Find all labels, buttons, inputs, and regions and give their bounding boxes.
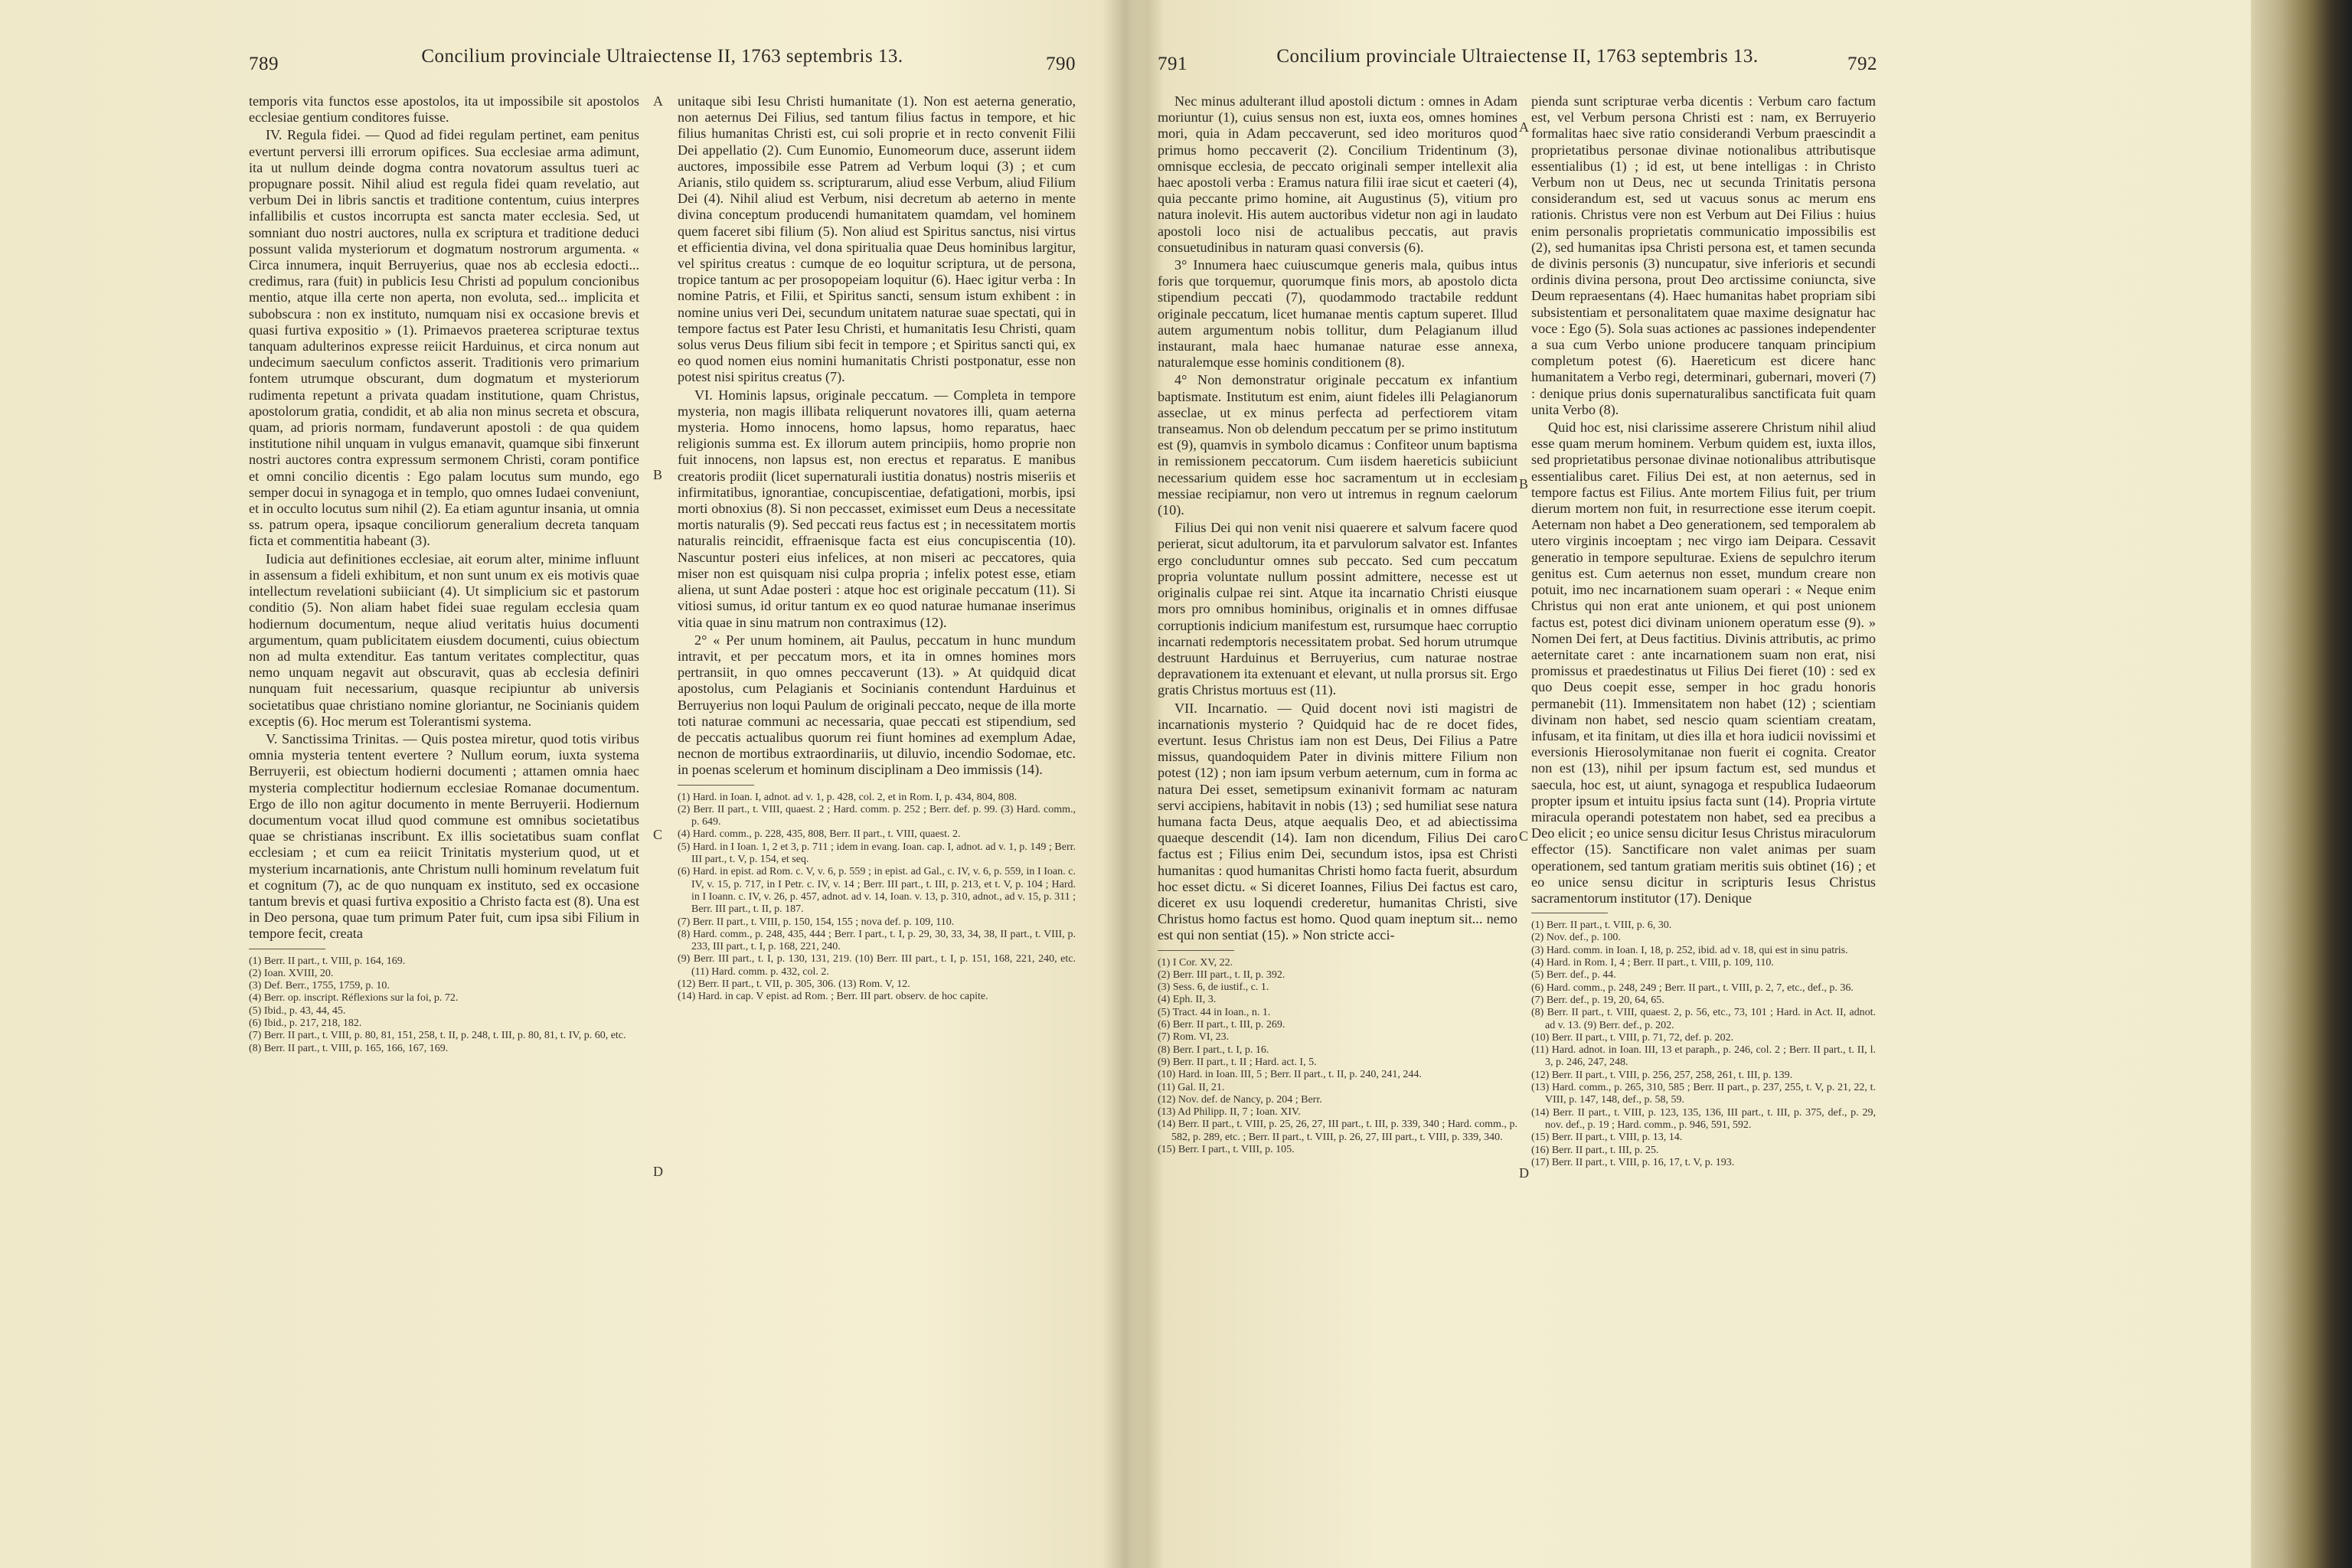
footnote: (5) Hard. in I Ioan. 1, 2 et 3, p. 711 ; idem in evang. Ioan. cap. I, adnot. ad v. 1, p. 149 ; Berr. III part., t. V, p. 154, et seq. bbox=[678, 841, 1076, 866]
footnote: (14) Berr. II part., t. VIII, p. 25, 26, 27, III part., t. III, p. 339, 340 ; Hard. comm., p. 582, p. 289, etc. ; Berr. II part., t. VIII, p. 26, 27, III part., t. VIII, p. 339, 340. bbox=[1158, 1119, 1517, 1143]
footnote: (3) Def. Berr., 1755, 1759, p. 10. bbox=[249, 980, 390, 992]
footnote: (15) Berr. I part., t. VIII, p. 105. bbox=[1158, 1144, 1295, 1156]
footnote: (6) Hard. comm., p. 248, 249 ; Berr. II part., t. VIII, p. 2, 7, etc., def., p. 36. bbox=[1531, 982, 1854, 994]
footnotes bbox=[249, 956, 639, 1055]
footnote: (13) Ad Philipp. II, 7 ; Ioan. XIV. bbox=[1158, 1106, 1301, 1119]
footnote: (16) Berr. II part., t. III, p. 25. bbox=[1531, 1144, 1659, 1156]
page-number-789: 789 bbox=[249, 54, 279, 74]
footnotes bbox=[678, 792, 1076, 1004]
paragraph: Quid hoc est, nisi clarissime asserere Christum nihil aliud esse quam merum hominem. Verbum quidem est, iuxta illos, sed proprietatibus personae divinae notionalibus attributisque essentialibus caret. Filius Dei est, at non aeternus, sed in tempore factus est Filius. Ante mortem Filius fuit, per trium dierum mortem non fuit, in resurrectione esse iterum coepit. Aeternam non habet a Deo generationem, sed temporalem ab utero virginis incoeptam ; nec virgo iam Deipara. Cessavit generatio in tempore sepulturae. Exiens de sepulchro iterum genitus est. Cum aeternus non esset, mundum creare non potuit, imo nec incarnationem suam operari : « Neque enim Christus qui non erat ante unionem, et qui post unionem factus est, potest dici divinam unionem operatum esse (9). » Nomen Dei fert, at Deus factitius. Divinis attributis, ac primo aeternitate caret : ante incarnationem suam non erat, nisi promissus et praedestinatus ut Filius Dei fieret (10) : sed ex quo Deus coepit esse, semper in hoc gradu honoris permanebit (11). Immensitatem non habet (12) ; scientiam divinam non habet, sed nescio quam scientiam creatam, infusam, et ita finitam, ut dies illa et hora iudicii novissimi et eversionis Hierosolymitanae non fuerit ei cognita. Creator non est (13), nihil per ipsum factum est, sed mundus et saecula, hoc est, ut aiunt, synagoga et respublica Iudaeorum propter ipsum et intuitu ipsius facta sunt (14). Propria virtute miracula operandi potestatem non habet, sed ea precibus a Deo elicit ; eo unice sensu dicitur Iesus Christus miraculorum effector (15). Sanctificare non valet animas per suam operationem, sed tantum gratiam meritis suis obtinet (16) ; et eo unice sensu dicitur in scripturis Iesus Christus sacramentorum institutor (17). Denique bbox=[1531, 420, 1876, 906]
paragraph: unitaque sibi Iesu Christi humanitate (1). Non est aeterna generatio, non aeternus Dei Filius, sed tantum filius factus in tempore, et hic filius humanitas Christi est, cui soli proprie et in recto convenit Filii Dei appellatio (2). Cum Eunomio, Eunomeorum duce, asserunt iidem auctores, impossibile esse Patrem ad Verbum loqui (3) ; et cum Arianis, stilo quidem ss. scripturarum, aliud esse Verbum, aliud Filium Dei (4). Nihil aliud est Verbum, nisi decretum ab aeterno in mente divina conceptum producendi humanitatem quamdam, vel hominem quem faceret sibi filium (5). Non aliud est Spiritus sanctus, nisi virtus et efficientia divina, vel dona spiritualia quae Deus hominibus largitur, vel spiritus creatus : cumque de eo loquitur scriptura, ut de persona, tropice tantum ac per prosopopeiam loquitur (6). Haec igitur verba : In nomine Patris, et Filii, et Spiritus sancti, sensum istum exhibent : in nomine unius veri Dei, secundum unitatem naturae suae spectati, qui in tempore factus est Pater Iesu Christi, et humanitatis Iesu Christi, quam solus verus Deus filium sibi fecit in tempore ; et Spiritus sancti qui, ex eo quod nomen eius nomini humanitatis Christi postponatur, esse non potest nisi spiritus creatus (7). bbox=[678, 93, 1076, 385]
footnote: (6) Berr. II part., t. III, p. 269. bbox=[1158, 1019, 1285, 1031]
footnotes bbox=[1158, 957, 1517, 1157]
paragraph: VII. Incarnatio. — Quid docent novi isti magistri de incarnationis mysterio ? Quidquid hac de re docet fides, evertunt. Iesus Christus iam non est Deus, Dei Filius a Patre missus, quandoquidem Pater in divinis mittere Filium non potest (12) ; non iam ipsum verbum aeternum, cum in forma ac natura Dei esset, semetipsum exinanivit formam ac naturam servi accipiens, habitavit in nobis (13) ; sed humiliat sese natura humana facta Deus, atque aequalis Deo, et ad abiectissima quaeque descendit (14). Iam non dicendum, Filius Dei caro factus est ; Filius enim Dei, secundum istos, ipsa est Christi humanitas : quod humanitas Christi homo facta fuerit, absurdum hoc esset dictu. « Si diceret Ioannes, Filius Dei factus est caro, diceret ex usu loquendi crederetur, humanitas Christi, sive Christus homo factus est homo. Quod quam ineptum sit... nemo est qui non sentiat (15). » Non stricte acci- bbox=[1158, 700, 1517, 943]
footnote: (5) Berr. def., p. 44. bbox=[1531, 969, 1616, 982]
margin-marker-c: C bbox=[1519, 828, 1529, 844]
footnote: (10) Hard. in Ioan. III, 5 ; Berr. II part., t. II, p. 240, 241, 244. bbox=[1158, 1069, 1422, 1081]
paragraph: Nec minus adulterant illud apostoli dictum : omnes in Adam moriuntur (1), cuius sensus non est, iuxta eos, omnes homines mori, quia in Adam peccaverunt, sed ideo morituros quod primus homo peccaverit (2). Concilium Tridentinum (3), omnisque ecclesia, de peccato originali semper intellexit alia haec apostoli verba : Eramus natura filii irae sicut et caeteri (4), quia peccante primo homine, ait Augustinus (5), vitium pro natura inolevit. His autem auctoribus videtur non agi in laudato apostoli loco nisi de actualibus peccatis, aut pravis consuetudinibus in naturam quasi conversis (6). bbox=[1158, 93, 1517, 255]
paragraph: VI. Hominis lapsus, originale peccatum. — Completa in tempore mysteria, non magis illibata reliquerunt novatores illi, quam aeterna mysteria. Homo innocens, homo lapsus, homo reparatus, haec religionis summa est. Ex illorum autem principiis, homo proprie non fuit innocens, non lapsus est, non erectus et reparatus. E manibus creatoris prodiit (licet supernaturali iustitia donatus) nostris miseriis et infirmitatibus, ignorantiae, concupiscentiae, defatigationi, morbis, ipsi morti obnoxius (8). Si non peccasset, eximisset eum Deus a necessitate mortis naturalis (9). Sed peccati reus factus est ; in necessitatem mortis naturalis reincidit, effraenisque facta est eius concupiscentia (10). Nascuntur posteri eius infelices, at non miseri ac peccatores, quia miser non est quisquam nisi culpa propria ; infelix potest esse, etiam aliena, ut sunt Adae posteri : atque hoc est originale peccatum (11). Si vitiosi sumus, id oritur tantum ex eo quod naturae humanae inserimus vitia quae in sinu matrum non contraximus (12). bbox=[678, 387, 1076, 630]
left-page bbox=[249, 46, 1076, 1547]
right-column-1 bbox=[1158, 93, 1517, 1156]
page-number-791: 791 bbox=[1158, 54, 1187, 74]
page-number-792: 792 bbox=[1847, 54, 1877, 74]
footnote: (17) Berr. II part., t. VIII, p. 16, 17, t. V, p. 193. bbox=[1531, 1156, 1735, 1168]
footnote: (4) Eph. II, 3. bbox=[1158, 994, 1217, 1006]
footnote: (7) Berr. def., p. 19, 20, 64, 65. bbox=[1531, 994, 1664, 1006]
paragraph: 2° « Per unum hominem, ait Paulus, peccatum in hunc mundum intravit, et per peccatum mors, et ita in omnes homines mors pertransiit, in quo omnes peccaverunt (13). » At quidquid dicat apostolus, cum Pelagianis et Socinianis contendunt Harduinus et Berruyerius non loqui Paulum de originali peccato, neque de illa morte toti naturae communi ac necessaria, quae peccati est stipendium, sed de peccatis actualibus quorum rei fiunt homines ad exemplum Adae, necnon de mortibus extraordinariis, ut diluvio, incendio Sodomae, etc. in poenas scelerum et hominum disciplinam a Deo immissis (14). bbox=[678, 632, 1076, 778]
footnote: (3) Sess. 6, de iustif., c. 1. bbox=[1158, 982, 1269, 994]
footnote: (6) Hard. in epist. ad Rom. c. V, v. 6, p. 559 ; in epist. ad Gal., c. IV, v. 6, p. 559, in I Ioan. c. IV, v. 15, p. 717, in I Petr. c. IV, v. 14 ; Berr. III part., t. III, p. 213, et t. V, p. 104 ; Hard. in I Ioann. c. IV, v. 26, p. 457, adnot. ad v. 14, Ioan. v. 13, p. 310, adnot., ad v. 15, p. 311 ; Berr. III part., t. II, p. 187. bbox=[678, 866, 1076, 916]
running-title: Concilium provinciale Ultraiectense II, 1763 septembris 13. bbox=[421, 46, 903, 67]
right-page bbox=[1158, 46, 2168, 1547]
footnote-rule bbox=[678, 785, 754, 786]
footnote: (9) Berr. III part., t. I, p. 130, 131, 219. (10) Berr. III part., t. I, p. 151, 168, 221, 240, etc. (11) Hard. comm. p. 432, col. 2. bbox=[678, 953, 1076, 978]
paragraph: IV. Regula fidei. — Quod ad fidei regulam pertinet, eam penitus evertunt perversi illi errorum opifices. Sua ecclesiae arma adimunt, ita ut nullum deinde dogma contra novatorum assultus tueri ac propugnare possit. Nihil aliud est regula fidei quam revelatio, aut verbum Dei in libris sanctis et traditione contentum, cuius interpres infallibilis et custos incorrupta est sancta mater ecclesia. Sed, ut somniant duo nostri auctores, nulla ex scriptura et traditione deduci possunt valida mysteriorum et dogmatum nostrorum argumenta. « Circa innumera, inquit Berruyerius, quae nos ab ecclesia edocti... credimus, rara (fuit) in publicis Iesu Christi ad populum concionibus mentio, atque illa certe non aperta, non evoluta, sed... implicita et subobscura : non ex instituto, numquam nisi ex occasione brevis et quasi furtiva expositio » (1). Primaevos praeterea scripturae textus tanquam adulterinos expresse reiicit Harduinus, et circa nonum aut undecimum saeculum confictos asserit. Traditionis vero primarium fontem utrumque obscurant, dum dogmatum et mysteriorum rudimenta repetunt a privata quadam institutione, quam Christus, apostolorum gratia, condidit, et ab alia non minus secreta et obscura, quam, ad prioris normam, fundaverunt apostoli : de qua quidem institutione nihil unquam in vulgus emanavit, quamque sibi finxerunt nostri auctores contra expressum sermonem Christi, coram pontifice et omni concilio dicentis : Ego palam locutus sum mundo, ego semper docui in synagoga et in templo, quo omnes Iudaei conveniunt, et in occulto locutus sum nihil (2). Ea etiam aguntur insania, ut omnia ss. patrum opera, ipsaque conciliorum generalium decreta tanquam ficta et commentitia habeant (3). bbox=[249, 127, 639, 549]
paragraph: temporis vita functos esse apostolos, ita ut impossibile sit apostolos ecclesiae gentium conditores fuisse. bbox=[249, 93, 639, 126]
footnote: (12) Berr. II part., t. VII, p. 305, 306. (13) Rom. V, 12. bbox=[678, 978, 910, 990]
footnote: (6) Ibid., p. 217, 218, 182. bbox=[249, 1018, 362, 1030]
footnote: (7) Berr. II part., t. VIII, p. 80, 81, 151, 258, t. II, p. 248, t. III, p. 80, 81, t. IV, p. 60, etc. bbox=[249, 1030, 626, 1042]
running-title: Concilium provinciale Ultraiectense II, 1763 septembris 13. bbox=[1276, 46, 1759, 67]
paragraph: Filius Dei qui non venit nisi quaerere et salvum facere quod perierat, sicut adultorum, ita et parvulorum salvator est. Infantes ergo concluduntur omnes sub peccato. Sed cum peccatum propria voluntate nullum possint admittere, necesse est ut originalis culpae rei sint. Atque ita incarnatio Christi eiusque mors pro omnibus hominibus, originalis et in omnes diffusae corruptionis indicium manifestum est, rursumque haec corruptio incarnati redemptoris necessitatem probat. Sed horum utrumque destruunt Harduinus et Berruyerius, cum naturae nostrae depravationem ita extenuant et elevant, ut nulla prorsus sit. Ergo gratis Christus mortuus est (11). bbox=[1158, 520, 1517, 698]
footnote: (11) Hard. adnot. in Ioan. III, 13 et paraph., p. 246, col. 2 ; Berr. II part., t. II, l. 3, p. 246, 247, 248. bbox=[1531, 1044, 1876, 1069]
margin-marker-b: B bbox=[653, 467, 663, 482]
footnote: (2) Ioan. XVIII, 20. bbox=[249, 967, 334, 979]
paragraph: 3° Innumera haec cuiuscumque generis mala, quibus intus foris que torquemur, quorumque finis mors, ab apostolo dicta stipendium peccati (7), quodammodo tractabile reddunt originale peccatum, licet humanae mentis captum superet. Illud autem argumentum nobis tollitur, dum Pelagianum illud instaurant, mala haec humanae naturae esse annexa, naturalemque esse hominis conditionem (8). bbox=[1158, 257, 1517, 371]
left-column-1 bbox=[249, 93, 639, 1055]
footnote: (8) Berr. II part., t. VIII, quaest. 2, p. 56, etc., 73, 101 ; Hard. in Act. II, adnot. ad v. 13. (9) Berr. def., p. 202. bbox=[1531, 1007, 1876, 1031]
margin-marker-c: C bbox=[653, 827, 663, 842]
footnote: (5) Tract. 44 in Ioan., n. 1. bbox=[1158, 1006, 1271, 1018]
footnote: (2) Nov. def., p. 100. bbox=[1531, 932, 1621, 944]
margin-marker-a: A bbox=[653, 93, 663, 109]
footnote: (12) Berr. II part., t. VIII, p. 256, 257, 258, 261, t. III, p. 139. bbox=[1531, 1069, 1793, 1081]
footnote: (2) Berr. III part., t. II, p. 392. bbox=[1158, 969, 1285, 981]
footnote: (3) Hard. comm. in Ioan. I, 18, p. 252, ibid. ad v. 18, qui est in sinu patris. bbox=[1531, 944, 1848, 956]
left-running-head bbox=[249, 46, 1076, 84]
left-column-2 bbox=[678, 93, 1076, 1004]
footnote: (14) Berr. II part., t. VIII, p. 123, 135, 136, III part., t. III, p. 375, def., p. 29, nov. def., p. 19 ; Hard. comm., p. 946, 591, 592. bbox=[1531, 1106, 1876, 1131]
footnote: (5) Ibid., p. 43, 44, 45. bbox=[249, 1004, 346, 1017]
margin-marker-d: D bbox=[653, 1164, 663, 1179]
footnote: (1) Hard. in Ioan. I, adnot. ad v. 1, p. 428, col. 2, et in Rom. I, p. 434, 804, 808. bbox=[678, 791, 1018, 803]
footnote: (13) Hard. comm., p. 265, 310, 585 ; Berr. II part., p. 237, 255, t. V, p. 21, 22, t. VIII, p. 147, 148, def., p. 58, 59. bbox=[1531, 1082, 1876, 1106]
margin-marker-a: A bbox=[1519, 119, 1529, 135]
footnote-rule bbox=[1158, 950, 1234, 951]
paragraph: 4° Non demonstratur originale peccatum ex infantium baptismate. Institutum est enim, aiunt fideles illi Pelagianorum asseclae, ut ex minus perfecta ad perfectiorem vitam transeamus. Non ob delendum peccatum per se primo institutum est (9), quamvis in symbolo dicamus : Confiteor unum baptisma in remissionem peccatorum. Cum iisdem haereticis subiiciunt necessarium quidem esse hoc sacramentum ut in ecclesiam messiae recipiamur, non vero ut intremus in regnum caelorum (10). bbox=[1158, 372, 1517, 518]
footnote: (8) Berr. I part., t. I, p. 16. bbox=[1158, 1044, 1269, 1056]
footnote: (12) Nov. def. de Nancy, p. 204 ; Berr. bbox=[1158, 1093, 1322, 1106]
footnote: (11) Gal. II, 21. bbox=[1158, 1081, 1225, 1093]
footnote: (15) Berr. II part., t. VIII, p. 13, 14. bbox=[1531, 1132, 1683, 1144]
footnote: (2) Berr. II part., t. VIII, quaest. 2 ; Hard. comm. p. 252 ; Berr. def. p. 99. (3) Hard. comm., p. 649. bbox=[678, 803, 1076, 828]
footnote: (7) Rom. VI, 23. bbox=[1158, 1031, 1230, 1044]
paragraph: pienda sunt scripturae verba dicentis : Verbum caro factum est, vel Verbum persona Christi est : nam, ex Berruyerio formalitas haec sive ratio considerandi Verbum praescindit a proprietatibus personae divinae notionalibus attributisque essentialibus (1) ; id est, ut bene intelligas : in Christo Verbum non ut Deus, nec ut secunda Trinitatis persona considerandum est, sed ut vacuus sonus ac merum ens rationis. Christus vere non est Verbum aut Dei Filius : huius enim personalis proprietatis communicatio impossibilis est (2), sed humanitas ipsa Christi persona est, et tamen secunda de divinis personis (3) nuncupatur, sive inferioris et secundi ordinis divina persona, prout Deo arctissime coniuncta, sive Deum repraesentans (4). Haec humanitas habet propriam sibi subsistentiam et personalitatem quae maxime designatur hac voce : Ego (5). Sola suas actiones ac passiones independenter a sua cum Verbo unione producere tanquam principium completum potest (6). Haereticum est dicere hanc humanitatem a Verbo regi, determinari, gubernari, moveri (7) : denique prius donis supernaturalibus sanctificata fuit quam unita Verbo (8). bbox=[1531, 93, 1876, 417]
book-gutter bbox=[1102, 0, 1148, 1568]
paragraph: Iudicia aut definitiones ecclesiae, ait eorum alter, minime influunt in assensum a fideli exhibitum, et non sunt unum ex eis motivis quae intellectum revelationi subiiciant (4). Ut simplicium sic et pastorum conditio (5). Non aliam habet fidei suae regulam ecclesia quam hodiernum documentum, neque aliud veritatis huius documenti argumentum, quam publicitatem eiusdem documenti, cuius obiectum non ad multa extenditur. Eas tantum veritates complectitur, quas nemo unquam negavit aut obscuravit, quas ab ecclesia definiri nunquam fuit necessarium, quasque recipiuntur ab universis societatibus quae christiano nomine gloriantur, ne Socinianis quidem exceptis (6). Hoc merum est Tolerantismi systema. bbox=[249, 550, 639, 729]
footnote: (1) I Cor. XV, 22. bbox=[1158, 956, 1233, 969]
footnote: (9) Berr. II part., t. II ; Hard. act. I, 5. bbox=[1158, 1056, 1317, 1068]
right-running-head bbox=[1158, 46, 1877, 84]
footnotes bbox=[1531, 920, 1876, 1169]
right-column-2 bbox=[1531, 93, 1876, 1169]
page-number-790: 790 bbox=[1046, 54, 1076, 74]
footnote: (8) Hard. comm., p. 248, 435, 444 ; Berr. I part., t. I, p. 29, 30, 33, 34, 38, II part., t. VIII, p. 233, III part., t. I, p. 168, 221, 240. bbox=[678, 928, 1076, 953]
margin-marker-b: B bbox=[1519, 476, 1529, 492]
footnote: (4) Berr. op. inscript. Réflexions sur la foi, p. 72. bbox=[249, 992, 459, 1004]
footnote: (7) Berr. II part., t. VIII, p. 150, 154, 155 ; nova def. p. 109, 110. bbox=[678, 916, 955, 928]
footnote: (10) Berr. II part., t. VIII, p. 71, 72, def. p. 202. bbox=[1531, 1031, 1734, 1044]
footnote: (4) Hard. comm., p. 228, 435, 808, Berr. II part., t. VIII, quaest. 2. bbox=[678, 828, 961, 841]
footnote: (1) Berr. II part., t. VIII, p. 164, 169. bbox=[249, 955, 406, 967]
footnote: (1) Berr. II part., t. VIII, p. 6, 30. bbox=[1531, 920, 1672, 932]
margin-marker-d: D bbox=[1519, 1165, 1529, 1181]
paragraph: V. Sanctissima Trinitas. — Quis postea miretur, quod totis viribus omnia mysteria tentent evertere ? Nullum eorum, iuxta systema Berruyerii, est obiectum hodierni documenti ; attamen omnia haec mysteria complectitur hodiernum ecclesiae Romanae documentum. Ergo de illo non agitur documento in mente Berruyerii. Hodiernum documentum vocat illud quod commune est omnibus societatibus quae se christianas inscribunt. Ex illis societatibus suam conflat ecclesiam ; et cum ea reiicit Trinitatis mysterium quod, ut et mysterium incarnationis, ante Christum nulli hominum revelatum fuit et cognitum (7), ac de quo nunquam ex instituto, sed ex occasione tantum brevis et quasi furtiva expositio a Christo facta est (8). Una est in Deo persona, quae tum primum Pater fuit, cum ipsa sibi Filium in tempore fecit, creata bbox=[249, 730, 639, 942]
footnote: (14) Hard. in cap. V epist. ad Rom. ; Berr. III part. observ. de hoc capite. bbox=[678, 991, 988, 1003]
book-cover-edge bbox=[2251, 0, 2352, 1568]
footnote: (4) Hard. in Rom. I, 4 ; Berr. II part., t. VIII, p. 109, 110. bbox=[1531, 957, 1774, 969]
footnote: (8) Berr. II part., t. VIII, p. 165, 166, 167, 169. bbox=[249, 1042, 449, 1054]
